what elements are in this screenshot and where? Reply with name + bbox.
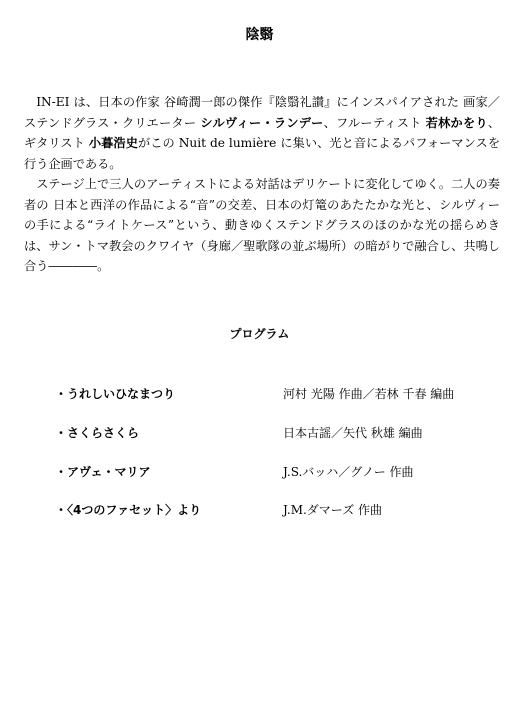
intro-text-run: 、ギタリスト	[24, 115, 500, 150]
program-item	[55, 501, 495, 521]
intro-text-run: がこの Nuit de lumière に集い、光と音によるパフォーマンスを行う企画である。	[24, 136, 501, 171]
artist-name: シルヴィー・ランデー	[200, 115, 324, 130]
intro-text-run: 、フルーティスト	[323, 115, 426, 130]
program-item-credit: J.S.バッハ／グノー 作曲	[283, 465, 414, 479]
intro-text-run: IN-EI は、日本の作家 谷崎潤一郎の傑作『陰翳礼讃』にインスパイアされた 画家／ステンドグラス・クリエーター	[24, 95, 500, 130]
program-item	[55, 463, 495, 483]
program-item	[55, 424, 495, 444]
program-item-title: ・さくらさくら	[55, 426, 140, 440]
intro-paragraph-1	[24, 92, 500, 174]
program-item-credit: 日本古謡／矢代 秋雄 編曲	[283, 426, 423, 440]
program-item	[55, 385, 495, 405]
program-item-title: ・アヴェ・マリア	[55, 465, 151, 479]
program-item-title: ・〈4つのファセット〉より	[55, 503, 202, 517]
program-item-credit: J.M.ダマーズ 作曲	[283, 503, 383, 517]
intro-paragraph-2: ステージ上で三人のアーティストによる対話はデリケートに変化してゆく。二人の奏者の 日本と西洋の作品による“音”の交差、日本の灯篭のあたたかな光と、シルヴィーの手による“ライトケース”という、動きゆくステンドグラスのほのかな光の揺らめきは、サン・トマ教会のクワイヤ（身廊／聖歌隊の並ぶ場所）の暗がりで融合し、共鳴し合う――――。	[24, 177, 500, 273]
program-item-credit: 河村 光陽 作曲／若林 千春 編曲	[283, 387, 455, 401]
intro-text	[24, 92, 500, 277]
artist-name: 若林かをり	[425, 115, 488, 130]
page-title: 陰翳	[245, 27, 274, 43]
program-item-title: ・うれしいひなまつり	[55, 387, 176, 401]
artist-name: 小暮浩史	[88, 136, 138, 150]
program-heading: プログラム	[229, 327, 290, 341]
